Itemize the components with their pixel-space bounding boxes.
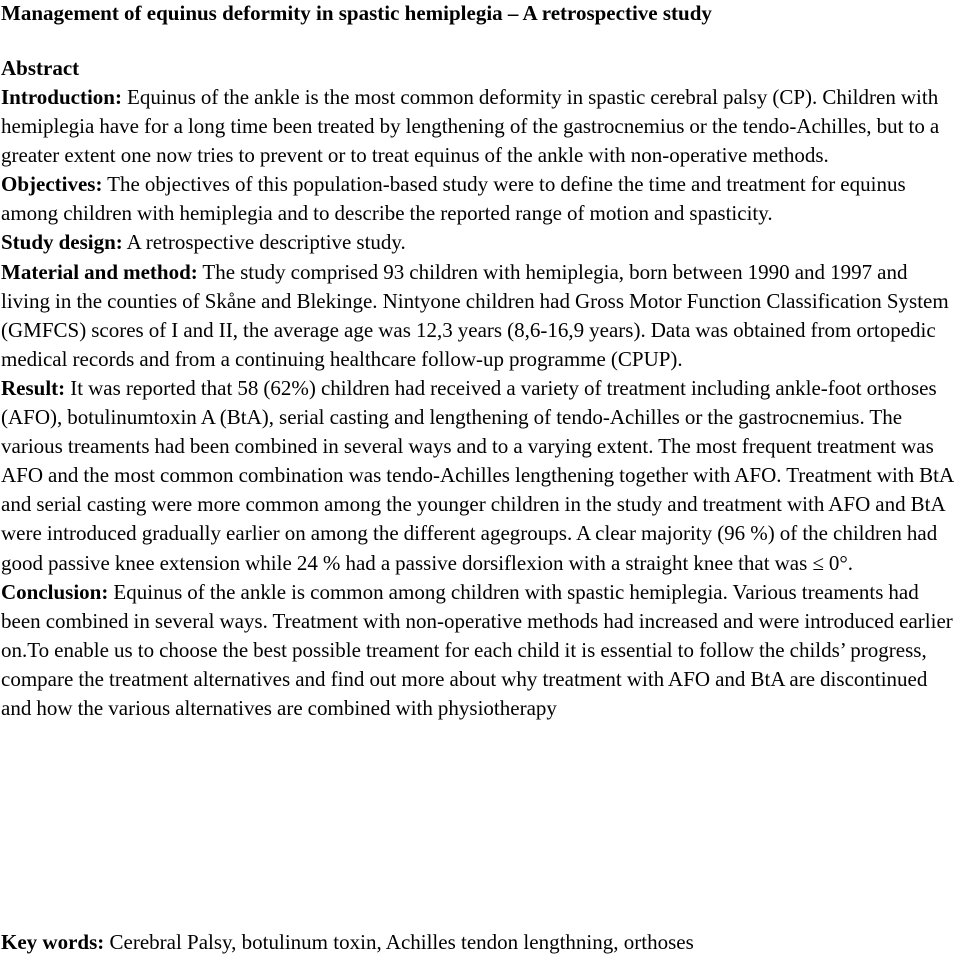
conclusion-text: Equinus of the ankle is common among children with spastic hemiplegia. Various treaments had been combined in several ways. Treatment with non-operative methods had increased and were introduced earlier on.To enable us to choose the best possible treament for each child it is essential to follow the childs’ progress, compare the treatment alternatives and find out more about why treatment with AFO and BtA are discontinued and how the various alternatives are combined with physiotherapy bbox=[1, 579, 953, 720]
material-method-text: The study comprised 93 children with hemiplegia, born between 1990 and 1997 and living in the counties of Skåne and Blekinge. Nintyone children had Gross Motor Function Classification System (GMFCS) scores of I and II, the average age was 12,3 years (8,6-16,9 years). Data was obtained from ortopedic medical records and from a continuing healthcare follow-up programme (CPUP). bbox=[1, 259, 949, 371]
study-design-label: Study design: bbox=[1, 230, 123, 255]
objectives-text: The objectives of this population-based study were to define the time and treatment for equinus among children with hemiplegia and to describe the reported range of motion and spasticity. bbox=[1, 172, 906, 226]
study-design-paragraph bbox=[1, 228, 959, 257]
keywords-text: Cerebral Palsy, botulinum toxin, Achilles tendon lengthning, orthoses bbox=[109, 930, 694, 954]
paper-page bbox=[1, 0, 959, 960]
introduction-paragraph bbox=[1, 83, 959, 170]
abstract-body bbox=[1, 83, 959, 723]
conclusion-paragraph bbox=[1, 578, 959, 723]
study-design-text: A retrospective descriptive study. bbox=[126, 230, 406, 255]
introduction-text: Equinus of the ankle is the most common deformity in spastic cerebral palsy (CP). Children with hemiplegia have for a long time been treated by lengthening of the gastrocnemius or the tendo-Achilles, but to a greater extent one now tries to prevent or to treat equinus of the ankle with non-operative methods. bbox=[1, 85, 940, 168]
conclusion-label: Conclusion: bbox=[1, 579, 109, 604]
keywords-label: Key words: bbox=[1, 930, 105, 954]
material-method-label: Material and method: bbox=[1, 259, 198, 284]
introduction-label: Introduction: bbox=[1, 85, 122, 109]
abstract-heading: Abstract bbox=[1, 56, 80, 80]
result-paragraph bbox=[1, 374, 959, 578]
result-label: Result: bbox=[1, 375, 66, 400]
objectives-label: Objectives: bbox=[1, 172, 103, 197]
material-method-paragraph bbox=[1, 258, 959, 374]
paper-title: Management of equinus deformity in spastic hemiplegia – A retrospective study bbox=[1, 1, 712, 25]
keywords-paragraph bbox=[1, 928, 959, 957]
objectives-paragraph bbox=[1, 170, 959, 228]
result-text: It was reported that 58 (62%) children had received a variety of treatment including ankle-foot orthoses (AFO), botulinumtoxin A (BtA), serial casting and lengthening of tendo-Achilles or the gastrocnemius. The various treaments had been combined in several ways and to a varying extent. The most frequent treatment was AFO and the most common combination was tendo-Achilles lengthening together with AFO. Treatment with BtA and serial casting were more common among the younger children in the study and treatment with AFO and BtA were introduced gradually earlier on among the different agegroups. A clear majority (96 %) of the children had good passive knee extension while 24 % had a passive dorsiflexion with a straight knee that was ≤ 0°. bbox=[1, 375, 954, 575]
